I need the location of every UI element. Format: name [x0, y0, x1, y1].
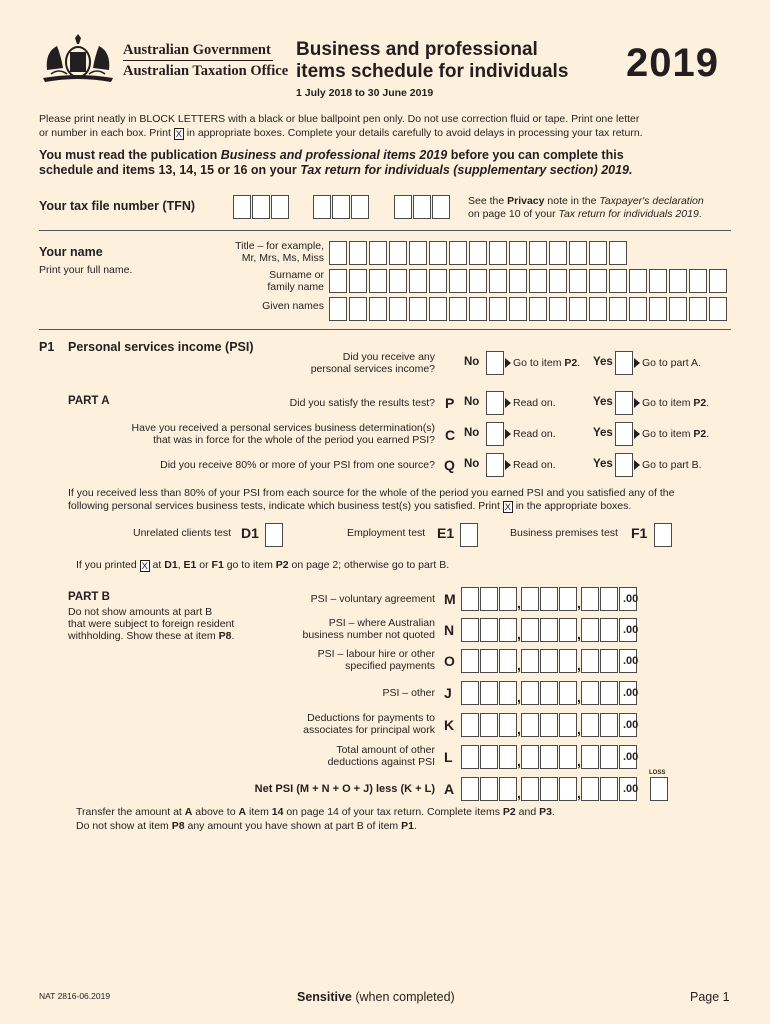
read-on-note: Read on.	[513, 459, 556, 471]
given-names-char-box[interactable]	[389, 297, 407, 321]
no-label: No	[464, 396, 480, 408]
amount-n-digit-box[interactable]	[461, 618, 479, 642]
e1-checkbox[interactable]	[460, 523, 478, 547]
amount-label-m: PSI – voluntary agreement	[310, 593, 435, 605]
tfn-digit-box[interactable]	[351, 195, 369, 219]
given-names-char-box[interactable]	[529, 297, 547, 321]
amount-k-digit-box[interactable]	[559, 713, 577, 737]
given-names-char-box[interactable]	[369, 297, 387, 321]
must-read-line-1: You must read the publication Business and professional items 2019 before you can complete this	[39, 148, 624, 162]
thousands-separator: ,	[577, 626, 581, 642]
title-char-box[interactable]	[449, 241, 467, 265]
amount-n-digit-box[interactable]	[559, 618, 577, 642]
any-psi-yes-checkbox[interactable]	[615, 351, 633, 375]
amount-m-digit-box[interactable]	[461, 587, 479, 611]
surname-char-box[interactable]	[649, 269, 667, 293]
transfer-line-1: Transfer the amount at A above to A item 14 on page 14 of your tax return. Complete items P2 and P3.	[76, 806, 555, 818]
amount-label-n: PSI – where Australian business number not quoted	[302, 617, 435, 641]
label-o: O	[444, 653, 455, 669]
amount-a-digit-box[interactable]	[499, 777, 517, 801]
thousands-separator: ,	[577, 689, 581, 705]
amount-o-digit-box[interactable]	[461, 649, 479, 673]
tfn-digit-box[interactable]	[332, 195, 350, 219]
amount-k-digit-box[interactable]	[581, 713, 599, 737]
thousands-separator: ,	[517, 689, 521, 705]
arrow-right-icon	[505, 460, 511, 470]
label-a: A	[444, 781, 455, 797]
amount-a-digit-box[interactable]	[480, 777, 498, 801]
title-char-box[interactable]	[549, 241, 567, 265]
thousands-separator: ,	[517, 753, 521, 769]
label-p: P	[445, 395, 455, 411]
business-premises-label: Business premises test	[510, 527, 618, 539]
amount-n-digit-box[interactable]	[521, 618, 539, 642]
arrow-right-icon	[634, 358, 640, 368]
cents-suffix: .00	[623, 751, 639, 763]
unrelated-clients-label: Unrelated clients test	[133, 527, 232, 539]
arrow-right-icon	[634, 398, 640, 408]
label-k: K	[444, 717, 455, 733]
divider-2	[39, 329, 731, 330]
thousands-separator: ,	[517, 721, 521, 737]
arrow-right-icon	[634, 460, 640, 470]
amount-o-digit-box[interactable]	[581, 649, 599, 673]
x-example-box: X	[504, 502, 511, 513]
yes-label: Yes	[593, 458, 613, 470]
given-names-label: Given names	[262, 300, 324, 312]
amount-j-digit-box[interactable]	[559, 681, 577, 705]
given-names-char-box[interactable]	[489, 297, 507, 321]
amount-j-digit-box[interactable]	[480, 681, 498, 705]
surname-char-box[interactable]	[709, 269, 727, 293]
arrow-right-icon	[634, 429, 640, 439]
given-names-char-box[interactable]	[549, 297, 567, 321]
gov-divider	[123, 60, 273, 61]
amount-j-digit-box[interactable]	[499, 681, 517, 705]
intro-line-2: or number in each box. Print X in appropriate boxes. Complete your details carefully to avoid delays in processing your tax return.	[39, 127, 643, 140]
if-printed-note: If you printed X at D1, E1 or F1 go to item P2 on page 2; otherwise go to part B.	[76, 559, 450, 572]
amount-l-digit-box[interactable]	[540, 745, 558, 769]
given-names-char-box[interactable]	[329, 297, 347, 321]
label-q: Q	[444, 457, 455, 473]
amount-k-digit-box[interactable]	[499, 713, 517, 737]
amount-n-digit-box[interactable]	[581, 618, 599, 642]
privacy-note-line-2: on page 10 of your Tax return for individuals 2019.	[468, 208, 702, 220]
amount-l-digit-box[interactable]	[461, 745, 479, 769]
ato-name: Australian Taxation Office	[123, 63, 289, 79]
p1-heading: Personal services income (PSI)	[68, 340, 254, 354]
surname-char-box[interactable]	[369, 269, 387, 293]
divider-1	[39, 230, 731, 231]
amount-a-digit-box[interactable]	[461, 777, 479, 801]
amount-k-digit-box[interactable]	[600, 713, 618, 737]
part-b-note: Do not show amounts at part B that were subject to foreign resident withholding. Show these at item P8.	[68, 606, 235, 642]
given-names-char-box[interactable]	[569, 297, 587, 321]
given-names-char-box[interactable]	[429, 297, 447, 321]
surname-char-box[interactable]	[469, 269, 487, 293]
amount-j-digit-box[interactable]	[600, 681, 618, 705]
amount-j-digit-box[interactable]	[540, 681, 558, 705]
title-char-box[interactable]	[409, 241, 427, 265]
cents-suffix: .00	[623, 687, 639, 699]
thousands-separator: ,	[577, 785, 581, 801]
form-year: 2019	[626, 41, 719, 85]
f1-checkbox[interactable]	[654, 523, 672, 547]
title-char-box[interactable]	[569, 241, 587, 265]
amount-m-digit-box[interactable]	[581, 587, 599, 611]
surname-char-box[interactable]	[669, 269, 687, 293]
read-on-note: Read on.	[513, 397, 556, 409]
surname-char-box[interactable]	[329, 269, 347, 293]
part-b-heading: PART B	[68, 591, 110, 603]
go-to-p2-note: Go to item P2.	[642, 428, 710, 440]
q-any-psi-label: Did you receive any personal services income?	[310, 351, 435, 375]
label-j: J	[444, 685, 452, 701]
thousands-separator: ,	[517, 785, 521, 801]
amount-n-digit-box[interactable]	[600, 618, 618, 642]
amount-label-o: PSI – labour hire or other specified payments	[317, 648, 435, 672]
amount-m-digit-box[interactable]	[559, 587, 577, 611]
surname-char-box[interactable]	[569, 269, 587, 293]
amount-a-digit-box[interactable]	[581, 777, 599, 801]
given-names-char-box[interactable]	[409, 297, 427, 321]
cents-suffix: .00	[623, 783, 639, 795]
given-names-char-box[interactable]	[689, 297, 707, 321]
coat-of-arms-icon	[39, 32, 117, 86]
tfn-label: Your tax file number (TFN)	[39, 199, 196, 213]
thousands-separator: ,	[577, 753, 581, 769]
go-to-part-note: Go to part B.	[642, 459, 702, 471]
determination-yes-checkbox[interactable]	[615, 422, 633, 446]
surname-char-box[interactable]	[529, 269, 547, 293]
arrow-right-icon	[505, 398, 511, 408]
amount-a-digit-box[interactable]	[540, 777, 558, 801]
amount-o-digit-box[interactable]	[480, 649, 498, 673]
surname-label: Surname or family name	[267, 269, 324, 293]
title-char-box[interactable]	[589, 241, 607, 265]
given-names-char-box[interactable]	[669, 297, 687, 321]
thousands-separator: ,	[577, 595, 581, 611]
no-label: No	[464, 427, 480, 439]
surname-char-box[interactable]	[449, 269, 467, 293]
surname-char-box[interactable]	[509, 269, 527, 293]
amount-n-digit-box[interactable]	[480, 618, 498, 642]
amount-k-digit-box[interactable]	[480, 713, 498, 737]
amount-o-digit-box[interactable]	[499, 649, 517, 673]
eighty-percent-no-checkbox[interactable]	[486, 453, 504, 477]
amount-l-digit-box[interactable]	[480, 745, 498, 769]
amount-j-digit-box[interactable]	[461, 681, 479, 705]
no-label: No	[464, 458, 480, 470]
label-f1: F1	[631, 525, 648, 541]
employment-test-label: Employment test	[347, 527, 426, 539]
x-example-box: X	[175, 129, 182, 140]
tfn-digit-box[interactable]	[313, 195, 331, 219]
title-char-box[interactable]	[369, 241, 387, 265]
title-char-box[interactable]	[489, 241, 507, 265]
amount-a-digit-box[interactable]	[600, 777, 618, 801]
sensitive-note: Sensitive (when completed)	[297, 990, 455, 1004]
amount-o-digit-box[interactable]	[559, 649, 577, 673]
results-test-yes-checkbox[interactable]	[615, 391, 633, 415]
label-c: C	[445, 427, 456, 443]
cents-suffix: .00	[623, 655, 639, 667]
amount-l-digit-box[interactable]	[559, 745, 577, 769]
given-names-char-box[interactable]	[449, 297, 467, 321]
label-e1: E1	[437, 525, 455, 541]
any-psi-no-checkbox[interactable]	[486, 351, 504, 375]
must-read-line-2: schedule and items 13, 14, 15 or 16 on your Tax return for individuals (supplementary section) 2019.	[39, 163, 633, 177]
surname-char-box[interactable]	[489, 269, 507, 293]
amount-o-digit-box[interactable]	[521, 649, 539, 673]
given-names-char-box[interactable]	[629, 297, 647, 321]
cents-suffix: .00	[623, 593, 639, 605]
given-names-char-box[interactable]	[589, 297, 607, 321]
go-to-p2-note: Go to item P2.	[513, 357, 581, 369]
thousands-separator: ,	[517, 595, 521, 611]
amount-j-digit-box[interactable]	[581, 681, 599, 705]
cents-suffix: .00	[623, 624, 639, 636]
title-char-box[interactable]	[509, 241, 527, 265]
amount-m-digit-box[interactable]	[540, 587, 558, 611]
your-name-heading: Your name	[39, 245, 103, 259]
surname-char-box[interactable]	[589, 269, 607, 293]
amount-n-digit-box[interactable]	[540, 618, 558, 642]
title-char-box[interactable]	[349, 241, 367, 265]
amount-a-digit-box[interactable]	[559, 777, 577, 801]
yes-label: Yes	[593, 356, 613, 368]
surname-char-box[interactable]	[629, 269, 647, 293]
title-label: Title – for example, Mr, Mrs, Ms, Miss	[235, 240, 324, 264]
given-names-char-box[interactable]	[509, 297, 527, 321]
amount-l-digit-box[interactable]	[581, 745, 599, 769]
page-number: Page 1	[690, 990, 730, 1004]
d1-checkbox[interactable]	[265, 523, 283, 547]
title-char-box[interactable]	[469, 241, 487, 265]
p1-code: P1	[39, 340, 55, 354]
label-m: M	[444, 591, 456, 607]
tfn-digit-box[interactable]	[233, 195, 251, 219]
amount-n-digit-box[interactable]	[499, 618, 517, 642]
arrow-right-icon	[505, 358, 511, 368]
intro-line-1: Please print neatly in BLOCK LETTERS with a black or blue ballpoint pen only. Do not use correction fluid or tape. Print one letter	[39, 113, 640, 125]
gov-name: Australian Government	[123, 42, 271, 58]
given-names-char-box[interactable]	[649, 297, 667, 321]
nat-code: NAT 2816-06.2019	[39, 991, 111, 1001]
yes-label: Yes	[593, 396, 613, 408]
q-determination-label: Have you received a personal services business determination(s) that was in force for the whole of the period you earned PSI?	[131, 422, 435, 446]
amount-label-j: PSI – other	[382, 687, 435, 699]
surname-char-box[interactable]	[689, 269, 707, 293]
tfn-digit-box[interactable]	[413, 195, 431, 219]
amount-m-digit-box[interactable]	[480, 587, 498, 611]
title-char-box[interactable]	[429, 241, 447, 265]
form-period: 1 July 2018 to 30 June 2019	[296, 87, 434, 99]
privacy-note-line-1: See the Privacy note in the Taxpayer's declaration	[468, 195, 704, 207]
surname-char-box[interactable]	[429, 269, 447, 293]
amount-m-digit-box[interactable]	[521, 587, 539, 611]
q-80-percent-label: Did you receive 80% or more of your PSI from one source?	[160, 459, 435, 471]
loss-label: LOSS	[649, 770, 666, 776]
no-label: No	[464, 356, 480, 368]
tfn-digit-box[interactable]	[394, 195, 412, 219]
eighty-percent-yes-checkbox[interactable]	[615, 453, 633, 477]
amount-l-digit-box[interactable]	[600, 745, 618, 769]
title-char-box[interactable]	[389, 241, 407, 265]
q-results-test-label: Did you satisfy the results test?	[289, 397, 435, 409]
if-less-line-2: following personal services business tests, indicate which business test(s) you satisfied. Print X in the appropriate boxes.	[68, 500, 632, 513]
form-title-line1: Business and professional	[296, 39, 538, 60]
cents-suffix: .00	[623, 719, 639, 731]
given-names-char-box[interactable]	[709, 297, 727, 321]
amount-o-digit-box[interactable]	[540, 649, 558, 673]
results-test-no-checkbox[interactable]	[486, 391, 504, 415]
your-name-sub: Print your full name.	[39, 264, 133, 276]
surname-char-box[interactable]	[409, 269, 427, 293]
amount-k-digit-box[interactable]	[540, 713, 558, 737]
thousands-separator: ,	[577, 657, 581, 673]
title-char-box[interactable]	[609, 241, 627, 265]
yes-label: Yes	[593, 427, 613, 439]
go-to-part-note: Go to part A.	[642, 357, 701, 369]
amount-k-digit-box[interactable]	[461, 713, 479, 737]
amount-label-a: Net PSI (M + N + O + J) less (K + L)	[254, 783, 435, 795]
surname-char-box[interactable]	[349, 269, 367, 293]
arrow-right-icon	[505, 429, 511, 439]
thousands-separator: ,	[517, 626, 521, 642]
tfn-digit-box[interactable]	[252, 195, 270, 219]
label-n: N	[444, 622, 455, 638]
surname-char-box[interactable]	[609, 269, 627, 293]
amount-label-l: Total amount of other deductions against PSI	[327, 744, 435, 768]
surname-char-box[interactable]	[389, 269, 407, 293]
given-names-char-box[interactable]	[349, 297, 367, 321]
label-d1: D1	[241, 525, 259, 541]
thousands-separator: ,	[577, 721, 581, 737]
amount-o-digit-box[interactable]	[600, 649, 618, 673]
amount-m-digit-box[interactable]	[600, 587, 618, 611]
label-l: L	[444, 749, 453, 765]
form-title-line2: items schedule for individuals	[296, 61, 569, 82]
title-char-box[interactable]	[529, 241, 547, 265]
part-a-heading: PART A	[68, 395, 110, 407]
amount-j-digit-box[interactable]	[521, 681, 539, 705]
thousands-separator: ,	[517, 657, 521, 673]
amount-a-digit-box[interactable]	[521, 777, 539, 801]
amount-l-digit-box[interactable]	[499, 745, 517, 769]
amount-k-digit-box[interactable]	[521, 713, 539, 737]
if-less-line-1: If you received less than 80% of your PSI from each source for the whole of the period you earned PSI and you satisfied any of the	[68, 487, 675, 499]
amount-label-k: Deductions for payments to associates for principal work	[303, 712, 435, 736]
given-names-char-box[interactable]	[469, 297, 487, 321]
amount-m-digit-box[interactable]	[499, 587, 517, 611]
title-char-box[interactable]	[329, 241, 347, 265]
determination-no-checkbox[interactable]	[486, 422, 504, 446]
tfn-digit-box[interactable]	[432, 195, 450, 219]
loss-checkbox[interactable]	[650, 777, 668, 801]
amount-l-digit-box[interactable]	[521, 745, 539, 769]
tfn-digit-box[interactable]	[271, 195, 289, 219]
read-on-note: Read on.	[513, 428, 556, 440]
given-names-char-box[interactable]	[609, 297, 627, 321]
transfer-line-2: Do not show at item P8 any amount you have shown at part B of item P1.	[76, 820, 417, 832]
go-to-p2-note: Go to item P2.	[642, 397, 710, 409]
surname-char-box[interactable]	[549, 269, 567, 293]
